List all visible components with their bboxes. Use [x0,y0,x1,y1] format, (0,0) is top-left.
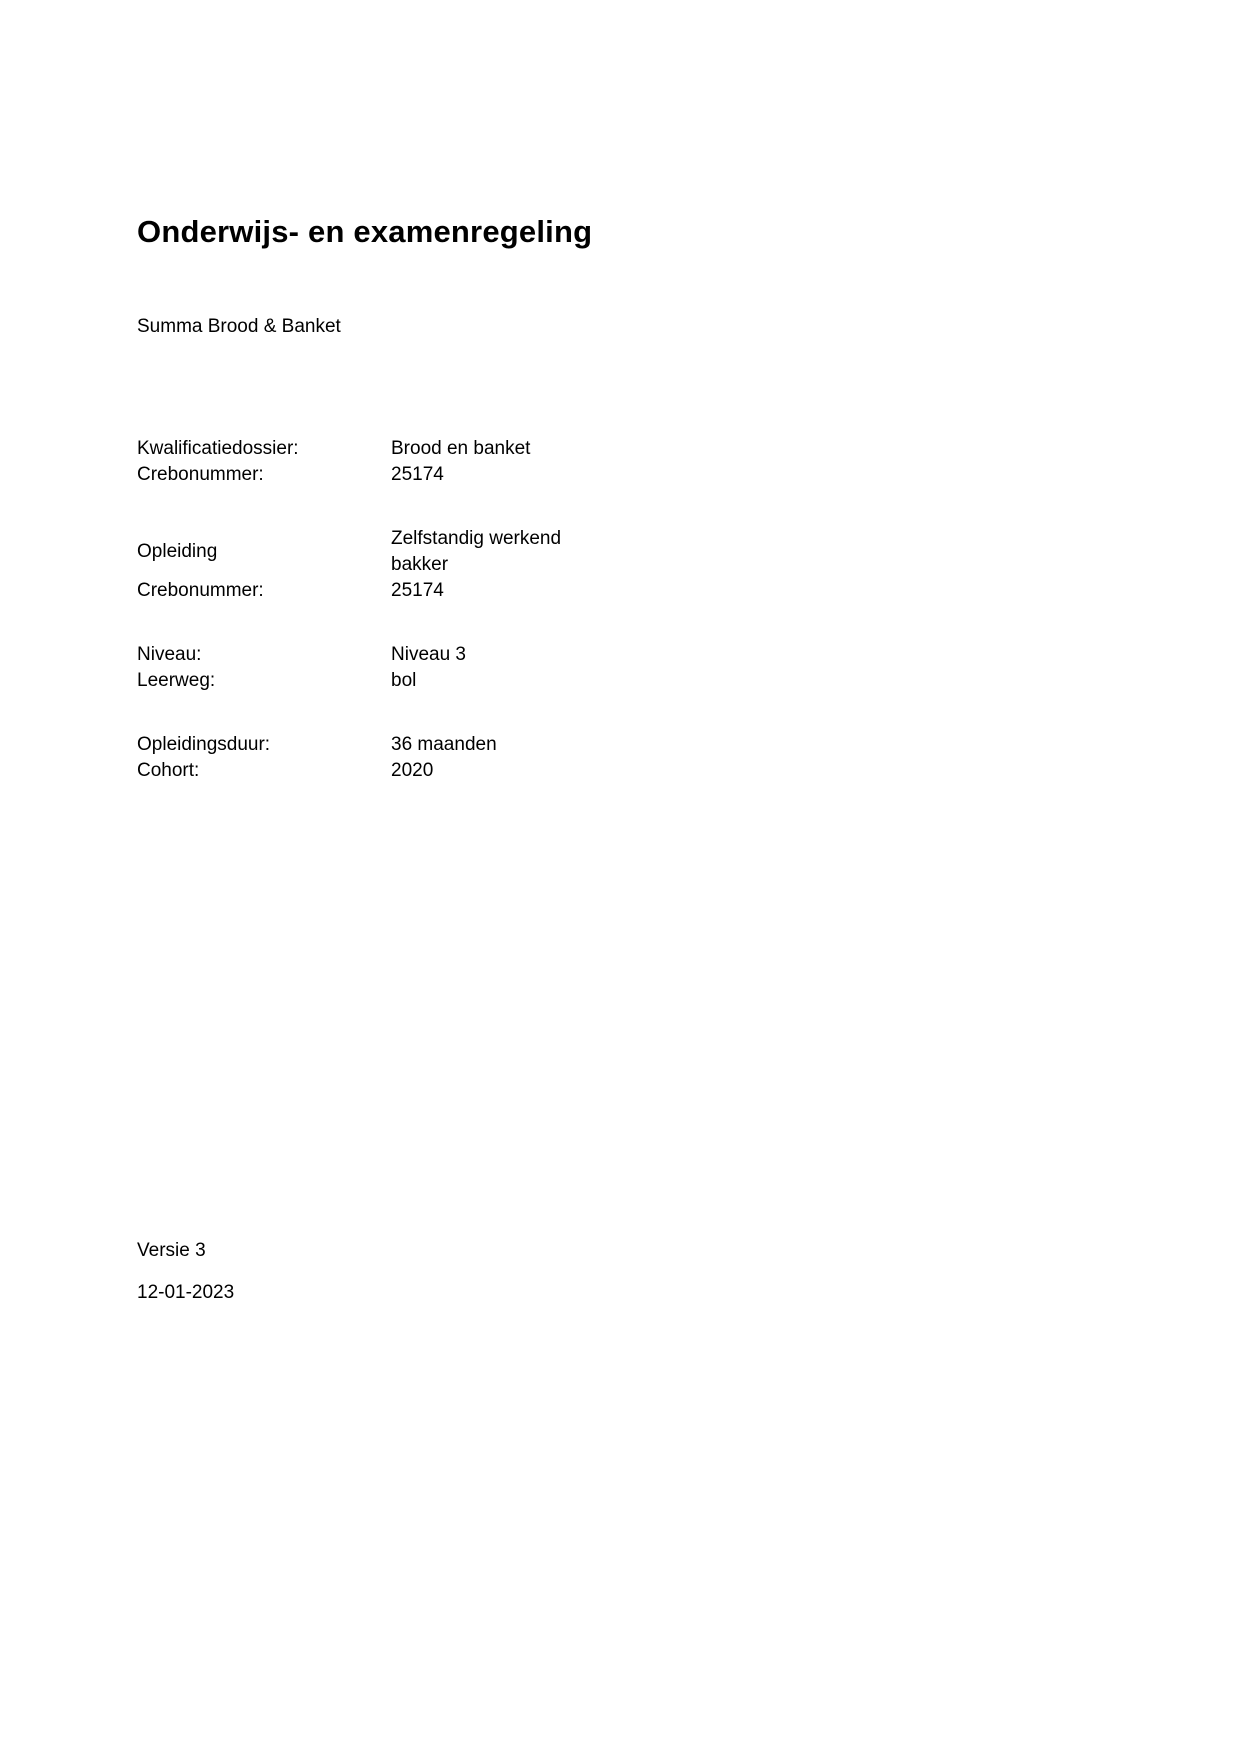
detail-row [137,642,606,668]
detail-label: Opleiding [137,541,218,562]
detail-row [137,758,606,784]
detail-value: Brood en banket [391,438,531,459]
detail-row [137,462,606,488]
detail-value: 2020 [391,760,434,781]
detail-value: 25174 [391,464,444,485]
program-name: Summa Brood & Banket [137,316,341,337]
detail-label: Crebonummer: [137,580,264,601]
detail-value: 25174 [391,580,444,601]
detail-label: Niveau: [137,644,202,665]
detail-value: 36 maanden [391,734,497,755]
detail-label: Leerweg: [137,670,216,691]
details-group-kwalificatie [137,436,606,488]
page-title: Onderwijs- en examenregeling [137,214,593,249]
detail-row [137,578,606,604]
details-group-opleiding [137,526,606,604]
details-group-duur [137,732,606,784]
detail-row [137,436,606,462]
detail-value: Niveau 3 [391,644,466,665]
date-text: 12-01-2023 [137,1282,235,1303]
details-table [137,436,606,784]
details-group-niveau [137,642,606,694]
detail-value: bol [391,670,417,691]
detail-label: Crebonummer: [137,464,264,485]
detail-row [137,732,606,758]
detail-row [137,526,606,578]
detail-value: Zelfstandig werkend bakker [391,528,562,575]
detail-label: Opleidingsduur: [137,734,271,755]
detail-label: Cohort: [137,760,200,781]
detail-row [137,668,606,694]
detail-label: Kwalificatiedossier: [137,438,299,459]
version-text: Versie 3 [137,1240,206,1261]
